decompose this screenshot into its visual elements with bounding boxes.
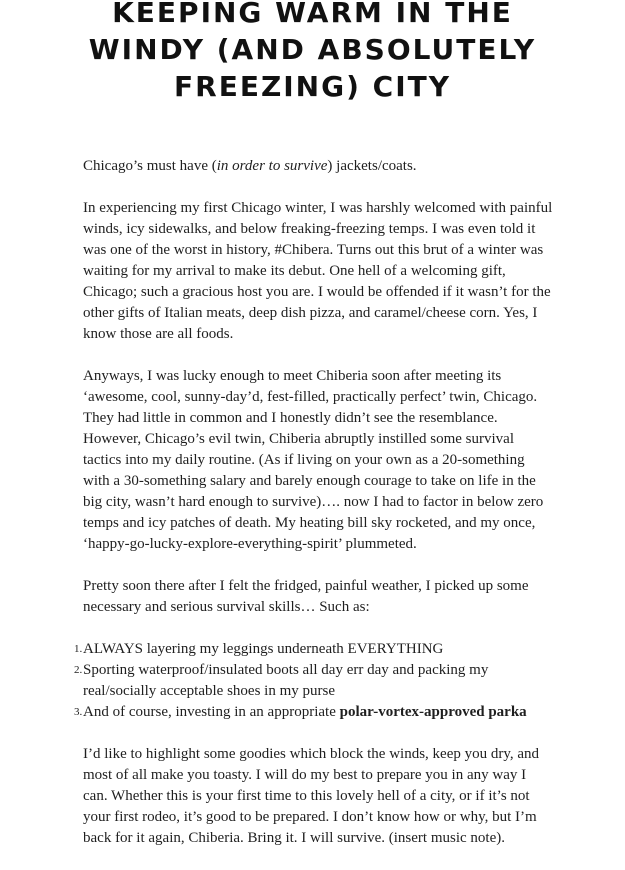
- paragraph-goodies: I’d like to highlight some goodies which block the winds, keep you dry, and most of all make you toasty. I will do my best to prepare you in any way I can. Whether this is your first time to this lovely hell of a city, or if it’s not your first rodeo, it’s good to be prepared. I don’t know how or why, but I’m back for it again, Chiberia. Bring it. I will survive. (insert music note).: [83, 746, 540, 846]
- list-item-number: 2.: [74, 664, 83, 676]
- list-item: [74, 702, 553, 723]
- intro-text-before: Chicago’s must have (: [83, 158, 217, 174]
- list-item: [74, 660, 553, 702]
- intro-paragraph: [83, 156, 553, 177]
- post-body: [74, 156, 553, 870]
- intro-emphasis: in order to survive: [216, 158, 328, 174]
- list-item-text: And of course, investing in an appropriate: [83, 704, 340, 720]
- list-item-text: Sporting waterproof/insulated boots all day err day and packing my real/socially acceptable shoes in my purse: [83, 662, 489, 699]
- paragraph-first-winter: In experiencing my first Chicago winter, I was harshly welcomed with painful winds, icy sidewalks, and below freaking-freezing temps. I was even told it was one of the worst in history, #Chibera. Turns out this brut of a winter was waiting for my arrival to make its debut. One hell of a welcoming gift, Chicago; such a gracious host you are. I would be offended if it wasn’t for the other gifts of Italian meats, deep dish pizza, and caramel/cheese corn. Yes, I know those are all foods.: [83, 200, 553, 342]
- paragraph-chiberia: Anyways, I was lucky enough to meet Chiberia soon after meeting its ‘awesome, cool, sunny-day’d, fest-filled, practically perfect’ twin, Chicago. They had little in common and I honestly didn’t see the resemblance. However, Chicago’s evil twin, Chiberia abruptly instilled some survival tactics into my daily routine. (As if living on your own as a 20-something with a 30-something salary and barely enough courage to take on life in the big city, wasn’t hard enough to survive)…. now I had to factor in below zero temps and icy patches of death. My heating bill sky rocketed, and my once, ‘happy-go-lucky-explore-everything-spirit’ plummeted.: [83, 368, 544, 552]
- list-item-number: 3.: [74, 706, 83, 718]
- paragraph-survival-skills: Pretty soon there after I felt the fridged, painful weather, I picked up some necessary and serious survival skills… Such as:: [83, 578, 529, 615]
- post-title-line-3: FREEZING) CITY: [174, 70, 451, 103]
- post-title: [0, 0, 625, 105]
- list-item: [74, 639, 553, 660]
- survival-skills-list: [74, 639, 553, 723]
- intro-text-after: ) jackets/coats.: [327, 158, 417, 174]
- post-title-line-2: WINDY (AND ABSOLUTELY: [88, 33, 537, 66]
- post-title-line-1: KEEPING WARM IN THE: [112, 0, 513, 29]
- list-item-text: ALWAYS layering my leggings underneath EVERYTHING: [83, 641, 444, 657]
- parka-link-text: polar-vortex-approved parka: [339, 704, 527, 720]
- list-item-number: 1.: [74, 643, 83, 655]
